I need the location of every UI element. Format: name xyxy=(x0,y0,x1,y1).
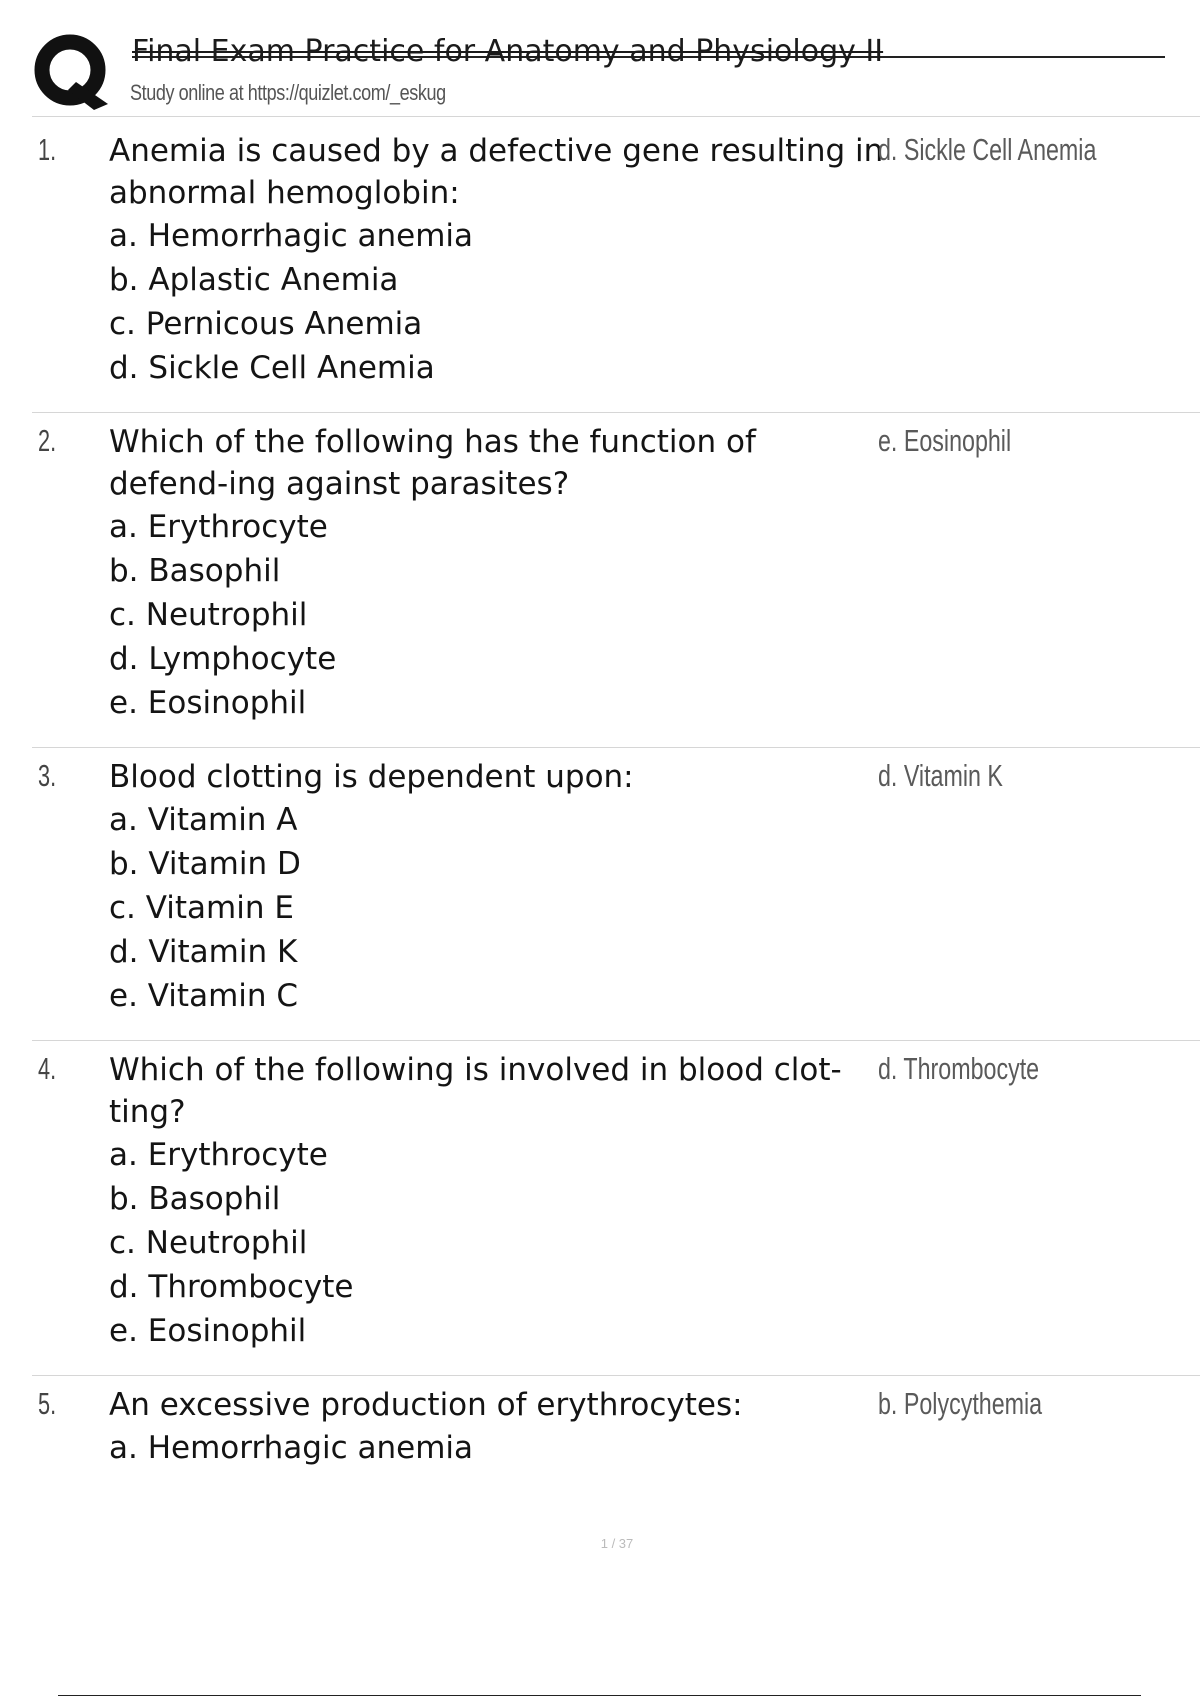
answer-option: d. Thrombocyte xyxy=(109,1269,354,1305)
question-body xyxy=(109,1041,884,1375)
question-text: Anemia is caused by a defective gene resulting in abnormal hemoglobin: xyxy=(109,133,884,211)
document-header xyxy=(32,30,1132,116)
answer-option: b. Vitamin D xyxy=(109,846,301,882)
question-item xyxy=(32,1376,1200,1492)
question-body xyxy=(109,1376,884,1492)
answer-option: d. Sickle Cell Anemia xyxy=(109,350,435,386)
correct-answer: d. Vitamin K xyxy=(878,758,1003,793)
quizlet-logo-icon xyxy=(32,30,112,110)
question-number: 1. xyxy=(38,132,57,167)
correct-answer: e. Eosinophil xyxy=(878,423,1012,458)
correct-answer: d. Thrombocyte xyxy=(878,1051,1040,1086)
question-item xyxy=(32,122,1200,413)
answer-option: a. Hemorrhagic anemia xyxy=(109,1430,474,1466)
answer-option: e. Eosinophil xyxy=(109,685,307,721)
question-body xyxy=(109,748,884,1040)
question-item xyxy=(32,1041,1200,1376)
page-number: 1 / 37 xyxy=(600,1536,634,1551)
answer-option: c. Vitamin E xyxy=(109,890,294,926)
answer-option: c. Neutrophil xyxy=(109,1225,308,1261)
question-number: 3. xyxy=(38,758,57,793)
document-title: Final Exam Practice for Anatomy and Physiology II xyxy=(132,34,884,69)
question-text: Which of the following has the function of defend-ing against parasites? xyxy=(109,424,756,502)
question-number: 4. xyxy=(38,1051,57,1086)
answer-option: c. Pernicous Anemia xyxy=(109,306,423,342)
answer-option: e. Eosinophil xyxy=(109,1313,307,1349)
correct-answer: d. Sickle Cell Anemia xyxy=(878,132,1097,167)
answer-option: a. Erythrocyte xyxy=(109,509,328,545)
correct-answer: b. Polycythemia xyxy=(878,1386,1043,1421)
question-item xyxy=(32,413,1200,748)
answer-option: d. Vitamin K xyxy=(109,934,298,970)
answer-option: d. Lymphocyte xyxy=(109,641,337,677)
question-number: 5. xyxy=(38,1386,57,1421)
answer-option: c. Neutrophil xyxy=(109,597,308,633)
question-number: 2. xyxy=(38,423,57,458)
question-body xyxy=(109,413,884,747)
study-online-link[interactable]: Study online at https://quizlet.com/_eskug xyxy=(130,80,446,105)
question-text: An excessive production of erythrocytes: xyxy=(109,1387,743,1423)
header-divider xyxy=(32,116,1200,117)
bottom-rule xyxy=(58,1695,1141,1696)
question-list xyxy=(32,122,1200,1492)
answer-option: b. Basophil xyxy=(109,553,281,589)
question-text: Blood clotting is dependent upon: xyxy=(109,759,634,795)
answer-option: b. Aplastic Anemia xyxy=(109,262,399,298)
answer-option: a. Hemorrhagic anemia xyxy=(109,218,474,254)
answer-option: a. Vitamin A xyxy=(109,802,298,838)
answer-option: a. Erythrocyte xyxy=(109,1137,328,1173)
answer-option: b. Basophil xyxy=(109,1181,281,1217)
question-item xyxy=(32,748,1200,1041)
question-body xyxy=(109,122,884,412)
answer-option: e. Vitamin C xyxy=(109,978,299,1014)
question-text: Which of the following is involved in blood clot-ting? xyxy=(109,1052,842,1130)
